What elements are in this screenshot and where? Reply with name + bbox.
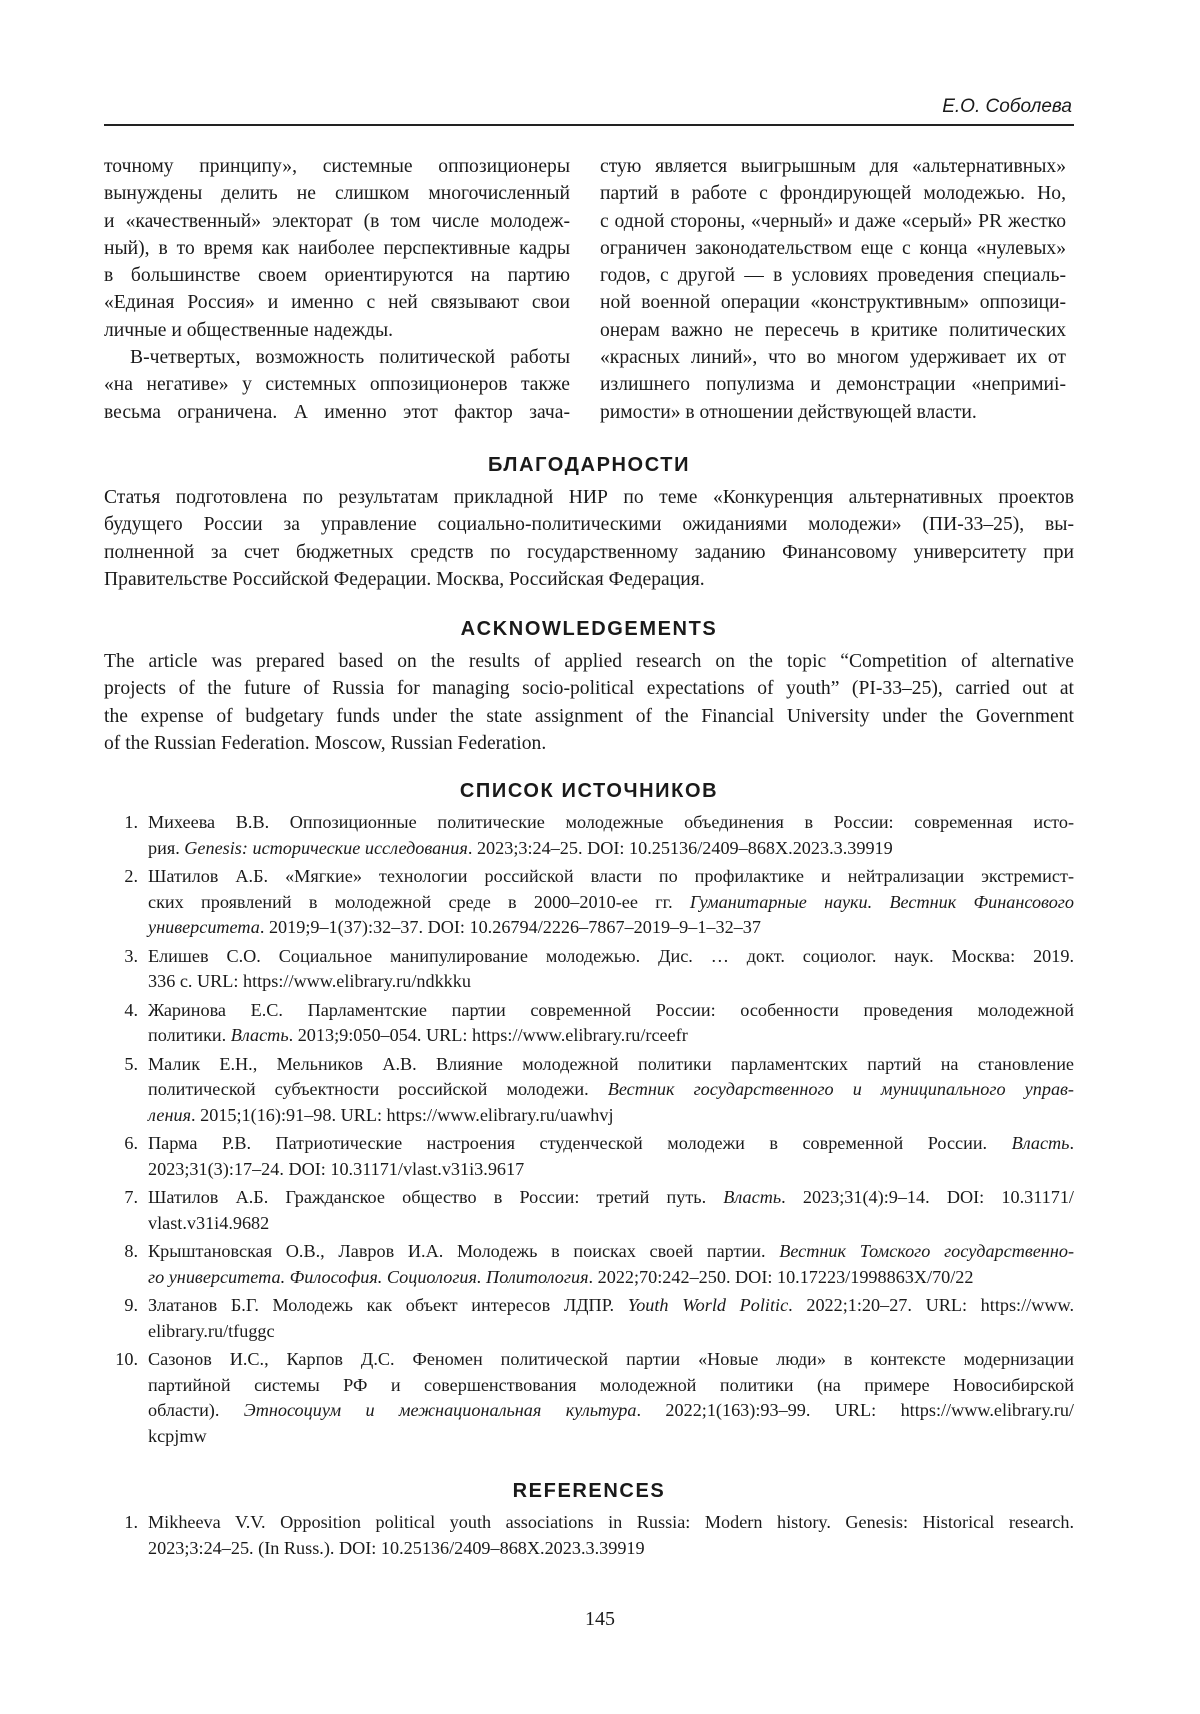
reference-line: университета. 2019;9–1(37):32–37. DOI: 10.26794/2226–7867–2019–9–1–32–37 <box>148 917 761 937</box>
header-rule <box>104 124 1074 126</box>
reference-number: 3. <box>124 945 138 966</box>
reference-journal-title: Власть <box>230 1025 289 1045</box>
text-line: «красных линий», что во многом удерживает их от <box>600 347 1066 369</box>
reference-line: Жаринова Е.С. Парламентские партии современной России: особенности проведения молодежной <box>148 999 1074 1020</box>
page-number: 145 <box>585 1608 615 1630</box>
reference-line: Михеева В.В. Оппозиционные политические молодежные объединения в России: современная исто- <box>148 812 1074 832</box>
reference-journal-title: Гуманитарные науки. Вестник Финансового <box>689 891 1074 912</box>
reference-item <box>104 1239 1074 1290</box>
acknowledgements-ru-text <box>104 484 1074 593</box>
reference-line: kcpjmw <box>148 1425 207 1446</box>
text-line: и «качественный» электорат (в том числе молодеж- <box>104 210 570 232</box>
text-line: стую является выигрышным для «альтернативных» <box>600 156 1066 177</box>
text-line: в большинстве своем ориентируются на партию <box>104 265 570 287</box>
reference-item <box>104 1510 1074 1561</box>
acknowledgements-en-section <box>104 616 1074 757</box>
reference-number: 8. <box>124 1241 138 1261</box>
reference-item <box>104 998 1074 1049</box>
reference-line: го университета. Философия. Социология. Политология. 2022;70:242–250. DOI: 10.17223/1998863X/70/22 <box>148 1266 974 1287</box>
reference-line: Крыштановская О.В., Лавров И.А. Молодежь в поисках своей партии. Вестник Томского государственно- <box>148 1241 1074 1261</box>
reference-number: 7. <box>124 1187 138 1207</box>
sources-section <box>104 778 1074 1452</box>
text-line: партий в работе с фрондирующей молодежью. Но, <box>600 183 1066 205</box>
text-line: ограничен законодательством еще с конца «нулевых» <box>600 237 1066 259</box>
reference-line: 2023;31(3):17–24. DOI: 10.31171/vlast.v31i3.9617 <box>148 1158 525 1179</box>
reference-line: Парма Р.В. Патриотические настроения студенческой молодежи в современной России. Власть. <box>148 1133 1074 1153</box>
reference-item <box>104 1185 1074 1236</box>
reference-item <box>104 1052 1074 1129</box>
reference-line: Сазонов И.С., Карпов Д.С. Феномен политической партии «Новые люди» в контексте модернизации <box>148 1349 1074 1369</box>
text-line: вынуждены делить не слишком многочисленный <box>104 183 570 205</box>
text-line: Статья подготовлена по результатам прикладной НИР по теме «Конкуренция альтернативных проектов <box>104 487 1074 508</box>
reference-number: 2. <box>124 866 138 886</box>
reference-number: 1. <box>124 812 138 832</box>
text-line: римости» в отношении действующей власти. <box>600 401 977 423</box>
reference-journal-title: го университета. Философия. Социология. Политология <box>148 1266 589 1287</box>
reference-journal-title: Genesis: исторические исследования <box>184 837 468 858</box>
reference-number: 10. <box>115 1349 138 1369</box>
reference-line: Mikheeva V.V. Opposition political youth associations in Russia: Modern history. Genesis: Historical research. <box>148 1512 1074 1532</box>
reference-journal-title: Власть <box>1011 1133 1070 1153</box>
reference-line: политики. Власть. 2013;9:050–054. URL: https://www.elibrary.ru/rceefr <box>148 1025 688 1045</box>
section-heading: ACKNOWLEDGEMENTS <box>460 618 718 640</box>
reference-line: 2023;3:24–25. (In Russ.). DOI: 10.25136/2409–868X.2023.3.39919 <box>148 1537 645 1558</box>
right-column <box>600 153 1066 426</box>
text-line: projects of the future of Russia for managing socio-political expectations of youth” (PI-33–25), carried out at <box>104 678 1074 700</box>
text-line: «на негативе» у системных оппозиционеров также <box>104 374 570 396</box>
reference-journal-title: университета <box>148 917 260 937</box>
reference-line: Шатилов А.Б. Гражданское общество в России: третий путь. Власть. 2023;31(4):9–14. DOI: 10.31171/ <box>148 1187 1074 1207</box>
reference-journal-title: Этносоциум и межнациональная культура <box>243 1400 637 1420</box>
reference-line: elibrary.ru/tfuggc <box>148 1320 275 1341</box>
reference-number: 9. <box>124 1295 138 1315</box>
section-heading: REFERENCES <box>512 1480 666 1502</box>
reference-line: рия. Genesis: исторические исследования. 2023;3:24–25. DOI: 10.25136/2409–868X.2023.3.39919 <box>148 837 893 858</box>
reference-item <box>104 864 1074 941</box>
sources-list <box>104 810 1074 1449</box>
reference-line: ления. 2015;1(16):91–98. URL: https://www.elibrary.ru/uawhvj <box>148 1104 614 1125</box>
reference-item <box>104 810 1074 861</box>
reference-line: vlast.v31i4.9682 <box>148 1212 270 1233</box>
text-line: «Единая Россия» и именно с ней связывают свои <box>104 292 570 314</box>
reference-number: 6. <box>124 1133 138 1153</box>
reference-line: партийной системы РФ и совершенствования молодежной политики (на примере Новосибирской <box>148 1374 1074 1395</box>
acknowledgements-ru-section <box>104 452 1074 593</box>
text-line: ной военной операции «конструктивным» оппозици- <box>600 292 1066 314</box>
reference-journal-title: Youth World Politic <box>627 1295 789 1315</box>
text-line: В-четвертых, возможность политической работы <box>130 347 570 369</box>
text-line: личные и общественные надежды. <box>104 319 394 341</box>
reference-journal-title: Власть <box>723 1187 782 1207</box>
reference-line: политической субъектности российской молодежи. Вестник государственного и муниципального управ- <box>148 1079 1074 1099</box>
running-header-author: Е.О. Соболева <box>942 96 1072 117</box>
text-line: с одной стороны, «черный» и даже «серый» PR жестко <box>600 210 1066 232</box>
text-line: the expense of budgetary funds under the state assignment of the Financial University under the Government <box>104 705 1074 727</box>
reference-line: Елишев С.О. Социальное манипулирование молодежью. Дис. … докт. социолог. наук. Москва: 2019. <box>148 945 1074 966</box>
text-line: будущего России за управление социально-политическими ожиданиями молодежи» (ПИ-33–25), вы- <box>104 514 1074 536</box>
reference-item <box>104 1293 1074 1344</box>
references-list <box>104 1510 1074 1561</box>
reference-item <box>104 944 1074 995</box>
reference-line: Златанов Б.Г. Молодежь как объект интересов ЛДПР. Youth World Politic. 2022;1:20–27. URL: https://www. <box>148 1295 1074 1315</box>
text-line: The article was prepared based on the results of applied research on the topic “Competition of alternative <box>104 651 1074 672</box>
references-section <box>104 1478 1074 1564</box>
reference-line: области). Этносоциум и межнациональная культура. 2022;1(163):93–99. URL: https://www.elibrary.ru/ <box>148 1400 1074 1420</box>
text-line: of the Russian Federation. Moscow, Russian Federation. <box>104 732 547 754</box>
text-line: онерам важно не пересечь в критике политических <box>600 319 1066 341</box>
reference-line: ских проявлений в молодежной среде в 2000–2010-ее гг. Гуманитарные науки. Вестник Финансового <box>148 891 1074 912</box>
reference-line: 336 с. URL: https://www.elibrary.ru/ndkkku <box>148 971 471 991</box>
acknowledgements-en-text <box>104 648 1074 757</box>
section-heading: СПИСОК ИСТОЧНИКОВ <box>459 780 719 802</box>
text-line: годов, с другой — в условиях проведения специаль- <box>600 265 1066 287</box>
reference-number: 5. <box>124 1053 138 1074</box>
reference-item <box>104 1347 1074 1449</box>
reference-journal-title: Вестник Томского государственно- <box>779 1241 1074 1261</box>
section-heading: БЛАГОДАРНОСТИ <box>487 454 691 476</box>
reference-journal-title: ления <box>148 1104 192 1125</box>
reference-number: 1. <box>124 1512 138 1532</box>
reference-number: 4. <box>124 999 138 1020</box>
text-line: полненной за счет бюджетных средств по государственному заданию Финансовому университету при <box>104 541 1074 563</box>
text-line: точному принципу», системные оппозиционеры <box>104 156 570 177</box>
reference-journal-title: Вестник государственного и муниципального управ- <box>607 1079 1074 1099</box>
text-line: Правительстве Российской Федерации. Москва, Российская Федерация. <box>104 568 705 590</box>
text-line: излишнего популизма и демонстрации «непримиi- <box>600 374 1066 396</box>
text-line: весьма ограничена. А именно этот фактор зача- <box>104 401 570 423</box>
reference-line: Шатилов А.Б. «Мягкие» технологии российской власти по профилактике и нейтрализации экстремист- <box>148 866 1074 886</box>
text-line: ный), в то время как наиболее перспективные кадры <box>104 237 570 259</box>
left-column <box>104 153 570 426</box>
reference-line: Малик Е.Н., Мельников А.В. Влияние молодежной политики парламентских партий на становление <box>148 1053 1074 1074</box>
reference-item <box>104 1131 1074 1182</box>
